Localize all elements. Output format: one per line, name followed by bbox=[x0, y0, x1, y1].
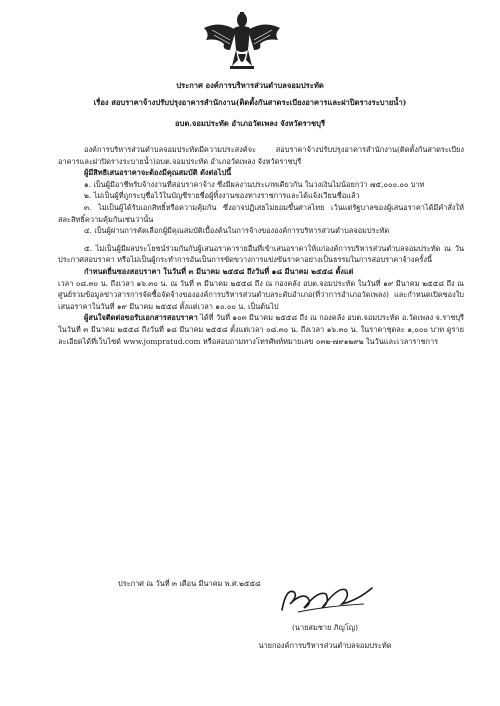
garuda-emblem-icon bbox=[200, 10, 284, 76]
announcement-body bbox=[58, 144, 464, 347]
announcement-subject: เรื่อง สอบราคาจ้างปรับปรุงอาคารสำนักงาน(ติดตั้งกันสาดระเบียงอาคารและฝาปิดรางระบายน้ำ) bbox=[93, 98, 407, 107]
announcement-date: ประกาศ ณ วันที่ ๓ เดือน มีนาคม พ.ศ.๒๕๕๘ bbox=[118, 579, 261, 588]
documents-lead: ผู้สนใจติดต่อขอรับเอกสารสอบราคา bbox=[84, 313, 198, 323]
handwritten-signature bbox=[268, 582, 388, 618]
schedule-paragraph: เวลา ๐๘.๓๐ น. ถึงเวลา ๑๖.๓๐ น. ณ วันที่ ๓ มีนาคม ๒๕๕๘ ถึง ณ กองคลัง อบต.จอมประทัด ในวันที่ ๑๙ มีนาคม ๒๕๕๘ ถึง ณ ศูนย์รวมข้อมูลข่าวสารการจัดซื้อจัดจ้างขององค์การบริหารส่วนตำบลระดับอำเภอ(ที่ว่าการอำเภอวัดเพลง) และกำหนดเปิดซองใบเสนอราคาในวันที่ ๑๙ มีนาคม ๒๕๕๘ ตั้งแต่เวลา ๑๐.๐๐ น. เป็นต้นไป bbox=[58, 278, 464, 311]
qualification-item-1: ๑. เป็นผู้มีอาชีพรับจ้างงานที่สอบราคาจ้าง ซึ่งมีผลงานประเภทเดียวกัน ในวงเงินไม่น้อยกว่า ๗๕,๐๐๐.๐๐ บาท bbox=[84, 179, 425, 189]
schedule-heading: กำหนดยื่นซองสอบราคา ในวันที่ ๓ มีนาคม ๒๕๕๘ ถึงวันที่ ๑๘ มีนาคม ๒๕๕๘ ตั้งแต่ bbox=[84, 266, 354, 276]
documents-paragraph bbox=[58, 312, 464, 347]
qualification-item-2: ๒. ไม่เป็นผู้ที่ถูกระบุชื่อไว้ในบัญชีรายชื่อผู้ทิ้งงานของทางราชการและได้แจ้งเวียนชื่อแล้ว bbox=[84, 191, 360, 201]
announcement-location: อบต.จอมประทัด อำเภอวัดเพลง จังหวัดราชบุรี bbox=[174, 119, 326, 128]
qualifications-heading: ผู้มีสิทธิเสนอราคาจะต้องมีคุณสมบัติ ดังต่อไปนี้ bbox=[84, 168, 232, 178]
intro-paragraph: องค์การบริหารส่วนตำบลจอมประทัดมีความประสงค์จะ สอบราคาจ้างปรับปรุงอาคารสำนักงาน(ติดตั้งกันสาดระเบียงอาคารและฝาปิดรางระบายน้ำ)อบต.จอมประทัด อำเภอวัดเพลง จังหวัดราชบุรี bbox=[58, 145, 464, 166]
qualification-item-3: ๓. ไม่เป็นผู้ได้รับเอกสิทธิ์หรือความคุ้มกัน ซึ่งอาจปฏิเสธไม่ยอมขึ้นศาลไทย เว้นแต่รัฐบาลของผู้เสนอราคาได้มีคำสั่งให้สละสิทธิ์ความคุ้มกันเช่นว่านั้น bbox=[58, 202, 464, 224]
qualification-item-4: ๔. เป็นผู้ผ่านการคัดเลือกผู้มีคุณสมบัติเบื้องต้นในการจ้างขององค์การบริหารส่วนตำบลจอมประทัด bbox=[84, 226, 390, 236]
documents-text: ได้ที่ วันที่ ๑๐๓ มีนาคม ๒๕๕๘ ถึง ณ กองคลัง อบต.จอมประทัด อ.วัดเพลง จ.ราชบุรี ในวันที่ ๓ มีนาคม ๒๕๕๘ ถึงวันที่ ๑๘ มีนาคม ๒๕๕๘ ตั้งแต่เวลา ๐๘.๓๐ น. ถึงเวลา ๑๖.๓๐ น. ในราคาชุดละ ๑,๐๐๐ บาท ดูรายละเอียดได้ที่เว็บไซด์ www.jompratud.com หรือสอบถามทางโทรศัพท์หมายเลข ๐๓๒-๗๙๑๒๙๒ ในวันและเวลาราชการ bbox=[58, 313, 464, 346]
qualification-item-5: ๕. ไม่เป็นผู้มีผลประโยชน์ร่วมกันกับผู้เสนอราคารายอื่นที่เข้าเสนอราคาให้แก่องค์การบริหารส่วนตำบลจอมประทัด ณ วันประกาศสอบราคา หรือไม่เป็นผู้กระทำการอันเป็นการขัดขวางการแข่งขันราคาอย่างเป็นธรรมในการสอบราคาจ้างครั้งนี้ bbox=[58, 243, 464, 265]
signer-name: (นายสมชาย ภิญโญ) bbox=[292, 623, 358, 632]
announcement-title: ประกาศ องค์การบริหารส่วนตำบลจอมประทัด bbox=[176, 81, 324, 90]
signer-title: นายกองค์การบริหารส่วนตำบลจอมประทัด bbox=[258, 641, 392, 650]
